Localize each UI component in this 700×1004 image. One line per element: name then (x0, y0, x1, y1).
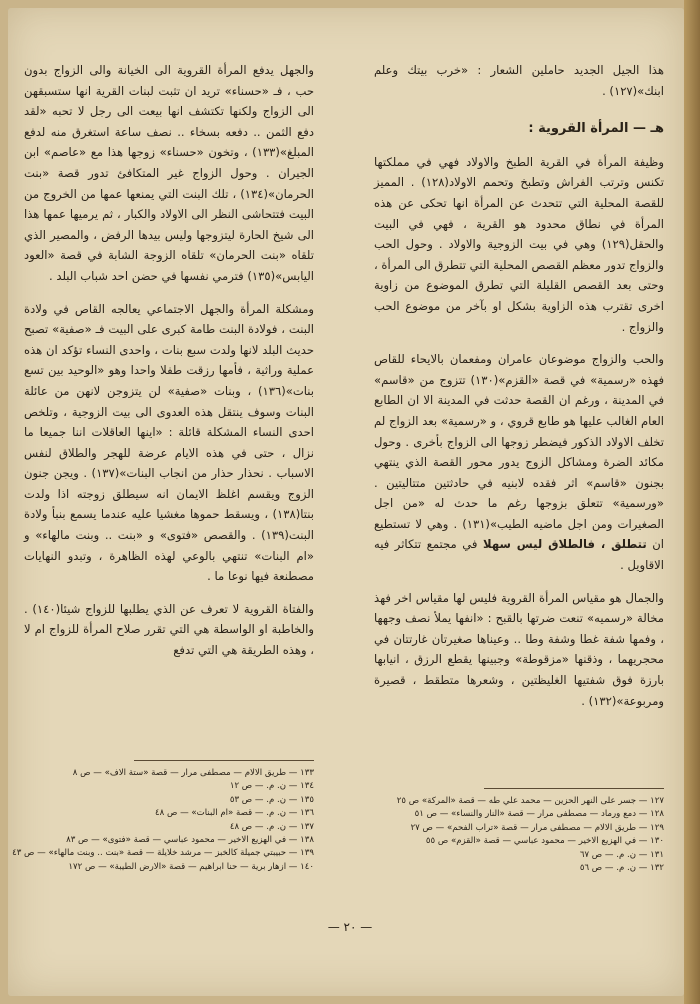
paragraph: والجهل يدفع المرأة القروية الى الخيانة والى الزواج بدون حب ، فـ «حسناء» تريد ان تثبت لبنات القرية انها ستسبقهن الى الزواج ولكنها تكتشف انها بيعت الى رجل لا تحبه «لقد دفع الثمن .. دفعه بسخاء .. نصف ساعة استغرق منه لدفع المبلغ»(١٣٣) ، وتخون «حسناء» زوجها هذا مع «عاصم» ابن الجيران . وحول الزواج غير المتكافئ تدور قصة «بنت الحرمان»(١٣٤) ، تلك البنت التي يمنعها عمها من الخروج من البيت فتتحاشى النظر الى الاولاد والكبار ، ثم يرميها عمها هذا الى شيخ الحارة ليتزوجها وليس بيدها الرفض ، والمصير الذي تلقاه «بنت الحرمان» تلقاه الزوجة الشابة في قصة «العود اليابس»(١٣٥) فترمي نفسها في حضن احد شباب البلد . (24, 63, 314, 283)
paragraph-text: وهي لا تستطيع ان (374, 516, 664, 552)
bold-phrase: تتطلق ، فالطلاق ليس سهلا (483, 537, 647, 552)
footnote: ١٣٩ — حبيبتي جميلة كالخبز — مرشد خلايلة — قصة «بنت .. وبنت مالهاء» — ص ٤٣ (12, 848, 314, 859)
footnote: ١٣٧ — ن. م. — ص ٤٨ (229, 821, 314, 832)
footnote: ١٢٨ — دمع ورماد — مصطفى مرار — قصة «النار والنساء» — ص ٥١ (414, 809, 664, 820)
footnote: ١٣٤ — ن. م. — ص ١٢ (229, 781, 314, 792)
left-column (24, 60, 314, 673)
footnotes-right (374, 788, 664, 875)
footnote: ١٣٦ — ن. م. — قصة «ام البنات» — ص ٤٨ (155, 808, 314, 819)
footnote: ١٤٠ — ازهار برية — حنا ابراهيم — قصة «الارض الطيبة» — ص ١٧٢ (68, 861, 314, 872)
footnote-rule (134, 760, 314, 761)
footnote: ١٣٣ — طريق الالام — مصطفى مرار — قصة «ستة الاف» — ص ٨ (72, 768, 314, 778)
section-heading: هـ — المرأة القروية : (528, 121, 664, 137)
footnote: ١٣١ — ن. م. — ص ٦٧ (579, 849, 664, 860)
page-number: — ٢٠ — (327, 920, 373, 934)
paragraph: ومشكلة المرأة والجهل الاجتماعي يعالجه القاص في ولادة البنت ، فولادة البنت طامة كبرى على البيت فـ «صفية» تصبح حديث البلد لانها ولدت سبع بنات ، واحدى النساء تؤكد ان هذه عملية وراثية ، فأمها رزقت طفلا واحدا وهو «الوحيد بين تسع بنات»(١٣٦) ، وبنات «صفية» لن يتزوجن لانهن من عائلة البنات وسوف ينتقل هذه العدوى الى بيت الزوجية ، وتلخص احدى النساء المشكلة قائلة : «اينها العاقلات اننا جميعا ما نزال ، حتى في هذه الايام عرضة للهجر والطلاق لنفس الاسباب . نحذار حذار من انجاب البنات»(١٣٧) . ويجن جنون الزوج ويقسم اغلظ الايمان انه سيطلق زوجته اذا ولدت بنتا(١٣٨) ، ويسقط حموها مغشيا عليه عندما يسمع بنبأ ولادة البنت(١٣٩) . والقصص «فتوى» و «بنت .. وبنت مالهاء» و «ام البنات» تنتهي بالوعي لهذه الظاهرة ، وتبدو النهايات مصطنعة فيها نوعا ما . (24, 301, 314, 584)
footnote: ١٣٨ — في الهزيع الاخير — محمود عباسي — قصة «فتوى» — ص ٨٣ (66, 835, 314, 846)
intro-paragraph: هذا الجيل الجديد حاملين الشعار : «خرب بيتك وعلم ابنك»(١٢٧) . (374, 63, 664, 98)
page-edge (684, 0, 700, 1004)
paragraph (374, 349, 664, 576)
footnote: ١٣٠ — في الهزيع الاخير — محمود عباسي — قصة «القزم» ص ٥٥ (425, 836, 664, 847)
paragraph: والجمال هو مقياس المرأة القروية فليس لها مقياس اخر فهذ مخالة «رسميه» تنعت ضرتها بالقبح : «انفها يملأ نصف وجهها ، وفمها شفة غطا وشفة وطا .. وعيناها صغيرتان غارتتان في محجريهما ، وذقنها «مزقوطة» وجبينها يقطع الرزق ، انيابها بارزة فوق شفتيها الغليظتين ، وشعرها متطقط ، قصيرة ومربوعة»(١٣٢) . (374, 590, 664, 708)
paragraph: والفتاة القروية لا تعرف عن الذي يطلبها للزواج شيئا(١٤٠) . والخاطبة او الواسطة هي التي تقرر صلاح المرأة للزواج ام لا ، وهذه الطريقة هي التي تدفع (24, 601, 314, 658)
footnote: ١٢٩ — طريق الالام — مصطفى مرار — قصة «تراب الفحم» — ص ٢٧ (410, 822, 664, 833)
paragraph-text: والحب والزواج موضوعان عامران ومفعمان بالايحاء للقاص فهذه «رسمية» في قصة «القزم»(١٣٠) تتزوج من «قاسم» في المدينة ، ورغم ان القصة حدثت في المدينة الا ان الطابع العام الغالب عليها هو طابع قروي ، و «رسمية» بعد الزواج لم تخلف الاولاد الذكور فيضطر زوجها الى الزواج بأخرى . وحول مكائد الضرة ومشاكل الزوج يدور محور القصة الذي ينتهي بجنون «قاسم» اثر فقده لابنيه في حادثتين متتاليتين . «ورسمية» تتعلق بزوجها رغم ما حدث له «من اجل الصغيرات ومن اجل ماضيه الطيب»(١٣١) . (374, 352, 664, 531)
paragraph-text: في مجتمع تتكاثر فيه الاقاويل . (374, 537, 664, 573)
footnotes-left (12, 760, 314, 874)
right-column (374, 60, 664, 723)
paragraph: وظيفة المرأة في القرية الطبخ والاولاد فهي في مملكتها تكنس وترتب الفراش وتطبخ وتحمم الاولاد(١٢٨) . المميز للقصة المحلية التي تتحدث عن المرأة انها تحكى عن هذه المرأة في نطاق محدود هو القرية ، فهي في البيت والحقل(١٢٩) وهي في بيت الزوجية والاولاد . وحول الحب والزواج تدور معظم القصص المحلية التي تتطرق الى المرأة ، وحتى بعد القصص القليلة التي تطرق الموضوع من زاوية اخرى تقترب هذه الزاوية بشكل او بآخر من موضوع الحب والزواج . (374, 154, 664, 334)
footnote: ١٣٥ — ن. م. — ص ٥٣ (229, 794, 314, 805)
footnote: ١٣٢ — ن. م. — ص ٥٦ (579, 863, 664, 874)
footnote: ١٢٧ — جسر على النهر الحزين — محمد علي طه — قصة «المركة» ص ٢٥ (396, 796, 664, 806)
footnote-rule (484, 788, 664, 789)
